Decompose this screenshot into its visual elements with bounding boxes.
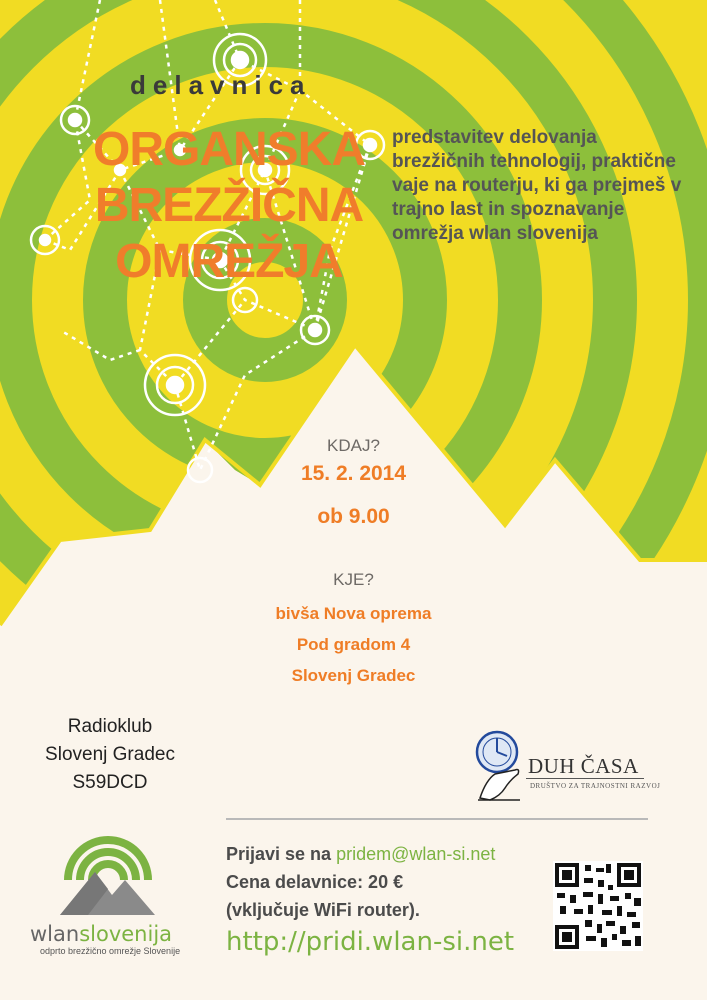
event-type-label: delavnica	[130, 70, 312, 100]
brand-part-1: wlan	[30, 922, 80, 946]
footer-divider	[226, 818, 648, 820]
address-line-1: bivša Nova oprema	[275, 604, 432, 623]
event-title	[84, 122, 374, 290]
price-note: (vključuje WiFi router).	[226, 900, 420, 920]
when-label: KDAJ?	[327, 436, 380, 455]
title-line-3: OMREŽJA	[115, 235, 343, 288]
brand-tagline: odprto brezžično omrežje Slovenije	[40, 946, 181, 956]
organizer-line-1: Radioklub	[67, 716, 153, 737]
partner-divider	[526, 778, 644, 779]
website-link[interactable]: http://pridi.wlan-si.net	[226, 927, 515, 957]
price-line: Cena delavnice: 20 €	[226, 872, 404, 892]
organizer-line-2: Slovenj Gradec	[45, 744, 175, 765]
signup-prefix: Prijavi se na	[226, 844, 332, 864]
organizer-line-3: S59DCD	[72, 772, 148, 793]
partner-tagline: DRUŠTVO ZA TRAJNOSTNI RAZVOJ	[530, 782, 661, 790]
brand-part-2: slovenija	[79, 922, 173, 946]
organizer-info	[20, 713, 200, 797]
event-date: 15. 2. 2014	[300, 462, 407, 485]
partner-name: DUH ČASA	[528, 754, 639, 778]
title-line-1: ORGANSKA	[92, 123, 365, 176]
brand-name	[30, 922, 172, 946]
event-description: predstavitev delovanja brezžičnih tehnologij, praktične vaje na routerju, ki ga prejmeš v trajno last in spoznavanje omrežja wlan slovenija	[392, 127, 682, 244]
title-line-2: BREZŽIČNA	[94, 179, 364, 232]
signup-line	[226, 840, 495, 868]
signup-info	[226, 840, 495, 924]
where-label: KJE?	[333, 570, 374, 589]
qr-code-icon	[553, 861, 643, 951]
address-line-2: Pod gradom 4	[296, 635, 411, 654]
event-time: ob 9.00	[317, 505, 390, 528]
event-address	[200, 598, 507, 691]
signup-email-link[interactable]: pridem@wlan-si.net	[336, 844, 496, 864]
address-line-3: Slovenj Gradec	[291, 666, 416, 685]
